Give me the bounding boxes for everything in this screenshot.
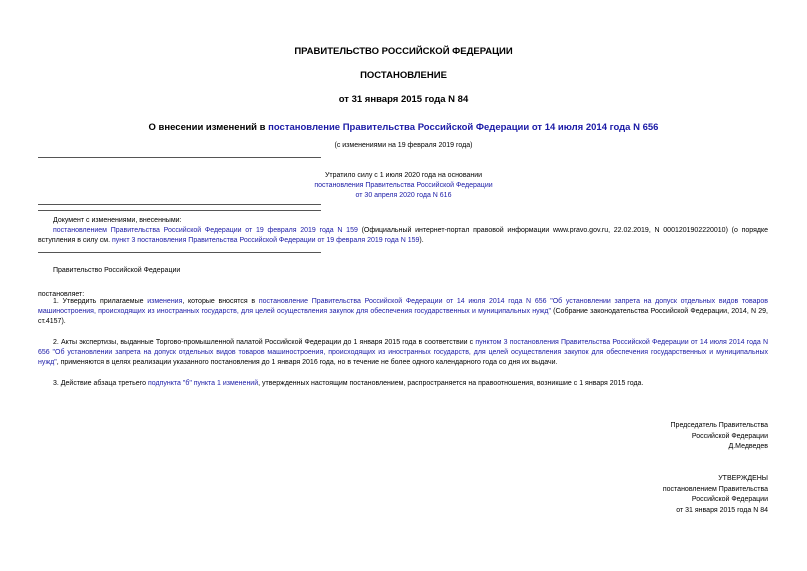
resolves-line: постановляет:	[38, 291, 85, 298]
edition-note: (с изменениями на 19 февраля 2019 года)	[334, 142, 473, 149]
divider	[38, 157, 321, 158]
p3-text-2: , утвержденных настоящим постановлением, распространяется на правоотношения, возникшие с 1 января 2015 года.	[258, 380, 644, 387]
paragraph-1	[38, 297, 768, 327]
changes-text-2: ).	[419, 237, 424, 244]
approved-date: от 31 января 2015 года N 84	[676, 506, 768, 514]
divider	[38, 252, 321, 253]
approved-country: Российской Федерации	[691, 496, 768, 503]
p3-text-1: 3. Действие абзаца третьего	[53, 380, 148, 387]
document-type: ПОСТАНОВЛЕНИЕ	[360, 70, 447, 81]
divider	[38, 204, 321, 205]
expired-link-1[interactable]: постановления Правительства Российской Федерации	[314, 182, 493, 189]
document-title	[0, 122, 807, 133]
changes-link-2[interactable]: пункт 3 постановления Правительства Российской Федерации от 19 февраля 2019 года N 159	[112, 237, 420, 244]
document-date-number: от 31 января 2015 года N 84	[338, 94, 469, 105]
paragraph-3	[38, 379, 768, 389]
paragraph-2	[38, 338, 768, 368]
p3-link-subclause[interactable]: подпункта "б" пункта 1 изменений	[147, 380, 259, 387]
title-link[interactable]: постановление Правительства Российской Федерации от 14 июля 2014 года N 656	[268, 122, 659, 133]
signature-country: Российской Федерации	[691, 432, 768, 440]
p2-text-1: 2. Акты экспертизы, выданные Торгово-промышленной палатой Российской Федерации до 1 января 2015 года в соответствии с	[53, 339, 476, 346]
expired-link-2[interactable]: от 30 апреля 2020 года N 616	[355, 192, 452, 199]
signature-position: Председатель Правительства	[670, 422, 768, 429]
p1-text-2: , которые вносятся в	[182, 298, 259, 305]
p2-text-2: , применяются в целях реализации указанного постановления до 1 января 2016 года, но в течение не более одного календарного года со дня их выдачи.	[56, 359, 558, 366]
divider	[38, 210, 321, 211]
changes-block	[38, 216, 768, 246]
p1-text-1: 1. Утвердить прилагаемые	[53, 298, 148, 305]
p1-link-resolution[interactable]: постановление Правительства Российской Федерации от 14 июля 2014 года N 656 "Об установлении запрета на допуск отдельных видов товаров машиностроения, происходящих из иностранных государств, для целей осуществления закупок для обеспечения государственных и муниципальных нужд"	[38, 298, 768, 315]
changes-label: Документ с изменениями, внесенными:	[53, 217, 182, 224]
expired-note	[0, 171, 807, 201]
approved-heading: УТВЕРЖДЕНЫ	[718, 475, 768, 482]
government-line: Правительство Российской Федерации	[53, 267, 181, 274]
changes-link-1[interactable]: постановлением Правительства Российской Федерации от 19 февраля 2019 года N 159	[53, 227, 358, 234]
changes-text	[38, 226, 768, 246]
title-prefix: О внесении изменений в	[148, 122, 269, 133]
p1-link-changes[interactable]: изменения	[147, 298, 183, 305]
signature-name: Д.Медведев	[728, 443, 768, 450]
signature-block	[671, 421, 768, 453]
approved-block	[663, 474, 768, 516]
approved-by: постановлением Правительства	[662, 485, 768, 493]
government-heading: ПРАВИТЕЛЬСТВО РОССИЙСКОЙ ФЕДЕРАЦИИ	[294, 46, 513, 57]
expired-line: Утратило силу с 1 июля 2020 года на основании	[324, 172, 483, 179]
changes-text-1: (Официальный интернет-портал правовой информации www.pravo.gov.ru, 22.02.2019, N 0001201902220010) (о порядке вступления в силу см.	[38, 227, 768, 244]
p1-text-3: (Собрание законодательства Российской Федерации, 2014, N 29, ст.4157).	[38, 308, 768, 325]
p2-link-clause[interactable]: пунктом 3 постановления Правительства Российской Федерации от 14 июля 2014 года N 656 "Об установлении запрета на допуск отдельных видов товаров машиностроения, происходящих из иностранных государств, для целей осуществления закупок для обеспечения государственных и муниципальных нужд"	[38, 339, 769, 366]
